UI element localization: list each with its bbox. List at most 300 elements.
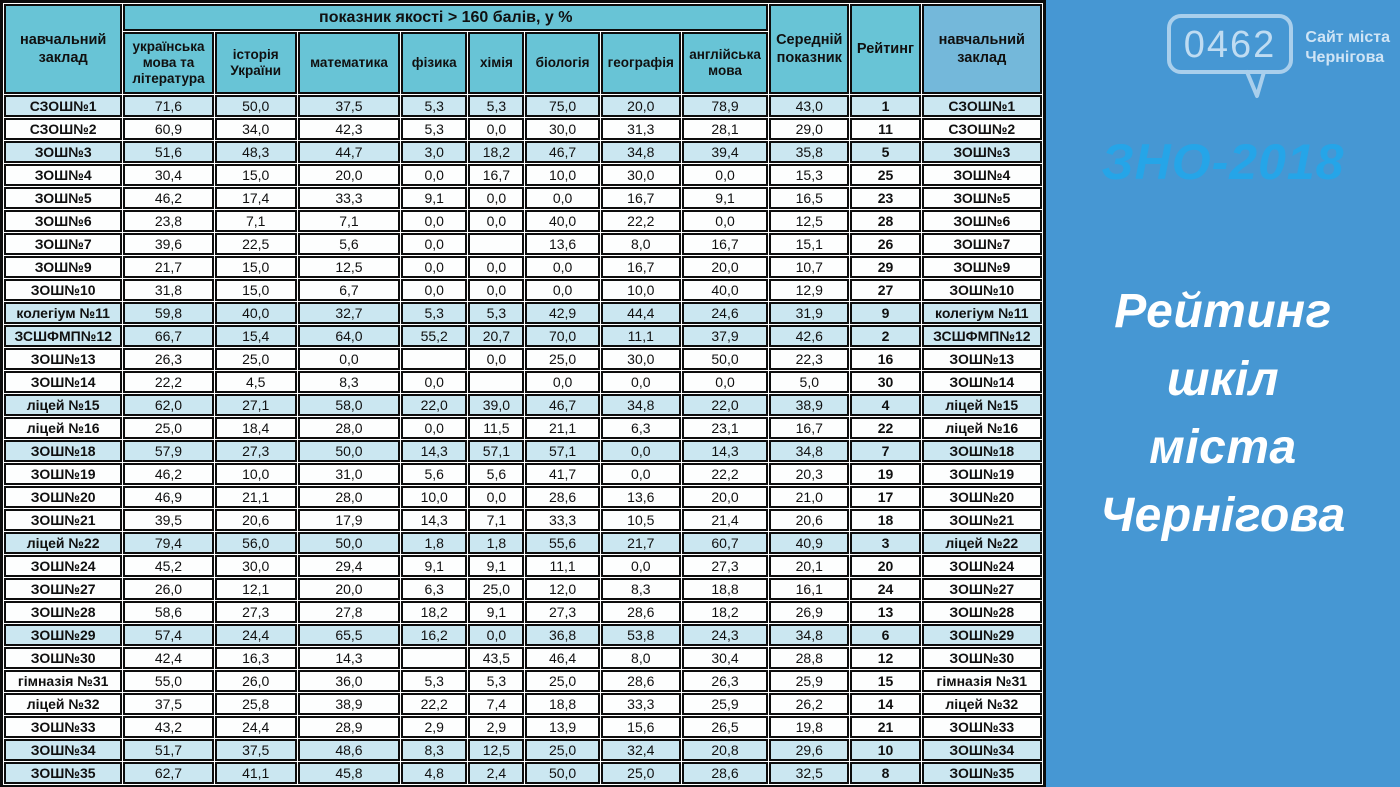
school-name-right: ліцей №16 [922,417,1042,439]
col-header-chemistry: хімія [468,32,524,94]
average-score: 5,0 [769,371,849,393]
score-history: 27,3 [215,601,297,623]
score-math: 64,0 [298,325,400,347]
score-history: 18,4 [215,417,297,439]
score-chemistry: 0,0 [468,348,524,370]
logo-caption-line2: Чернігова [1305,49,1385,66]
score-chemistry: 5,3 [468,302,524,324]
score-ukrainian: 22,2 [123,371,213,393]
score-physics: 4,8 [401,762,467,784]
score-biology: 55,6 [525,532,599,554]
score-ukrainian: 62,0 [123,394,213,416]
table-row [4,739,1042,761]
score-chemistry [468,233,524,255]
score-geography: 10,5 [601,509,681,531]
average-score: 43,0 [769,95,849,117]
rating-value: 15 [850,670,920,692]
score-chemistry: 0,0 [468,624,524,646]
score-math: 28,0 [298,486,400,508]
school-name-left: ЗОШ№7 [4,233,122,255]
score-history: 22,5 [215,233,297,255]
table-row [4,624,1042,646]
score-history: 27,1 [215,394,297,416]
score-ukrainian: 59,8 [123,302,213,324]
score-english: 18,2 [682,601,768,623]
score-history: 25,8 [215,693,297,715]
score-history: 15,0 [215,279,297,301]
school-name-right: ЗОШ№4 [922,164,1042,186]
score-chemistry: 20,7 [468,325,524,347]
average-score: 12,9 [769,279,849,301]
school-name-left: ЗОШ№14 [4,371,122,393]
score-biology: 40,0 [525,210,599,232]
table-row [4,302,1042,324]
score-history: 40,0 [215,302,297,324]
score-geography: 15,6 [601,716,681,738]
score-ukrainian: 39,5 [123,509,213,531]
rating-value: 27 [850,279,920,301]
average-score: 26,2 [769,693,849,715]
score-math: 38,9 [298,693,400,715]
score-physics: 5,3 [401,95,467,117]
average-score: 26,9 [769,601,849,623]
score-math: 65,5 [298,624,400,646]
score-ukrainian: 31,8 [123,279,213,301]
score-geography: 13,6 [601,486,681,508]
score-ukrainian: 46,2 [123,187,213,209]
rating-value: 17 [850,486,920,508]
score-biology: 75,0 [525,95,599,117]
score-geography: 0,0 [601,371,681,393]
score-geography: 53,8 [601,624,681,646]
score-physics: 5,6 [401,463,467,485]
score-history: 37,5 [215,739,297,761]
school-name-right: ЗОШ№28 [922,601,1042,623]
col-header-quality: показник якості > 160 балів, у % [123,4,768,31]
score-ukrainian: 39,6 [123,233,213,255]
score-english: 28,1 [682,118,768,140]
score-english: 40,0 [682,279,768,301]
score-physics: 9,1 [401,555,467,577]
school-name-left: ЗОШ№29 [4,624,122,646]
score-chemistry [468,371,524,393]
score-geography: 20,0 [601,95,681,117]
score-history: 15,0 [215,256,297,278]
score-english: 30,4 [682,647,768,669]
school-name-right: колегіум №11 [922,302,1042,324]
score-physics: 10,0 [401,486,467,508]
score-biology: 0,0 [525,371,599,393]
school-name-left: ліцей №22 [4,532,122,554]
score-math: 12,5 [298,256,400,278]
score-english: 0,0 [682,371,768,393]
score-history: 56,0 [215,532,297,554]
score-biology: 13,9 [525,716,599,738]
score-chemistry: 0,0 [468,486,524,508]
average-score: 28,8 [769,647,849,669]
page-title [1046,278,1400,550]
average-score: 35,8 [769,141,849,163]
school-name-left: ліцей №16 [4,417,122,439]
score-physics: 0,0 [401,210,467,232]
school-name-left: ЗОШ№27 [4,578,122,600]
school-name-left: ЗОШ№34 [4,739,122,761]
score-ukrainian: 46,9 [123,486,213,508]
score-english: 24,6 [682,302,768,324]
score-ukrainian: 57,9 [123,440,213,462]
score-history: 26,0 [215,670,297,692]
score-ukrainian: 71,6 [123,95,213,117]
score-geography: 30,0 [601,164,681,186]
score-biology: 28,6 [525,486,599,508]
score-chemistry: 0,0 [468,118,524,140]
score-math: 28,0 [298,417,400,439]
score-math: 14,3 [298,647,400,669]
score-biology: 21,1 [525,417,599,439]
score-math: 20,0 [298,578,400,600]
rating-value: 1 [850,95,920,117]
score-english: 78,9 [682,95,768,117]
score-geography: 16,7 [601,256,681,278]
rating-value: 6 [850,624,920,646]
school-name-left: ліцей №32 [4,693,122,715]
score-geography: 34,8 [601,394,681,416]
score-history: 15,4 [215,325,297,347]
score-chemistry: 25,0 [468,578,524,600]
score-history: 20,6 [215,509,297,531]
score-biology: 0,0 [525,279,599,301]
score-geography: 8,3 [601,578,681,600]
rating-value: 21 [850,716,920,738]
score-chemistry: 0,0 [468,187,524,209]
school-name-left: ЗОШ№9 [4,256,122,278]
score-chemistry: 9,1 [468,555,524,577]
table-row [4,486,1042,508]
score-geography: 0,0 [601,555,681,577]
school-name-right: ЗОШ№33 [922,716,1042,738]
average-score: 16,7 [769,417,849,439]
score-biology: 10,0 [525,164,599,186]
school-name-right: ЗОШ№24 [922,555,1042,577]
score-ukrainian: 43,2 [123,716,213,738]
score-english: 24,3 [682,624,768,646]
average-score: 15,3 [769,164,849,186]
average-score: 19,8 [769,716,849,738]
school-name-right: ЗОШ№10 [922,279,1042,301]
score-history: 41,1 [215,762,297,784]
school-name-right: ліцей №32 [922,693,1042,715]
table-row [4,509,1042,531]
average-score: 16,1 [769,578,849,600]
score-physics: 0,0 [401,371,467,393]
average-score: 22,3 [769,348,849,370]
score-physics: 6,3 [401,578,467,600]
school-name-right: ЗОШ№35 [922,762,1042,784]
school-name-right: ЗОШ№34 [922,739,1042,761]
score-ukrainian: 51,7 [123,739,213,761]
rating-value: 3 [850,532,920,554]
score-math: 8,3 [298,371,400,393]
average-score: 20,3 [769,463,849,485]
score-geography: 11,1 [601,325,681,347]
school-name-left: СЗОШ№2 [4,118,122,140]
score-geography: 25,0 [601,762,681,784]
table-row [4,141,1042,163]
school-name-right: ЗОШ№21 [922,509,1042,531]
score-geography: 34,8 [601,141,681,163]
school-name-right: ліцей №22 [922,532,1042,554]
page-title-line1: Рейтинг [1114,285,1332,338]
score-chemistry: 39,0 [468,394,524,416]
score-math: 37,5 [298,95,400,117]
score-physics [401,647,467,669]
col-header-rating: Рейтинг [850,4,920,94]
score-history: 34,0 [215,118,297,140]
table-row [4,394,1042,416]
score-math: 48,6 [298,739,400,761]
score-english: 20,0 [682,256,768,278]
school-name-left: ЗОШ№33 [4,716,122,738]
zno-watermark: ЗНО-2018 [1101,134,1345,190]
score-geography: 22,2 [601,210,681,232]
score-physics: 1,8 [401,532,467,554]
page-title-line4: Чернігова [1100,489,1346,542]
score-ukrainian: 62,7 [123,762,213,784]
score-biology: 11,1 [525,555,599,577]
score-ukrainian: 23,8 [123,210,213,232]
table-row [4,578,1042,600]
col-header-school-left: навчальний заклад [4,4,122,94]
school-name-left: ЗОШ№10 [4,279,122,301]
score-physics: 0,0 [401,279,467,301]
school-name-right: ЗОШ№19 [922,463,1042,485]
score-biology: 25,0 [525,739,599,761]
rating-value: 14 [850,693,920,715]
score-biology: 13,6 [525,233,599,255]
rating-value: 11 [850,118,920,140]
score-geography: 6,3 [601,417,681,439]
col-header-math: математика [298,32,400,94]
score-biology: 30,0 [525,118,599,140]
logo-caption [1305,28,1390,68]
score-english: 37,9 [682,325,768,347]
score-english: 18,8 [682,578,768,600]
score-english: 16,7 [682,233,768,255]
average-score: 42,6 [769,325,849,347]
table-header [4,4,1042,94]
school-name-right: ЗОШ№18 [922,440,1042,462]
table-row [4,187,1042,209]
rating-value: 28 [850,210,920,232]
score-english: 60,7 [682,532,768,554]
school-name-left: ЗОШ№6 [4,210,122,232]
score-history: 48,3 [215,141,297,163]
col-header-biology: біологія [525,32,599,94]
score-math: 0,0 [298,348,400,370]
score-chemistry: 1,8 [468,532,524,554]
school-name-right: ЗОШ№3 [922,141,1042,163]
school-name-right: ЗОШ№14 [922,371,1042,393]
score-geography: 21,7 [601,532,681,554]
score-geography: 10,0 [601,279,681,301]
score-physics: 2,9 [401,716,467,738]
school-name-left: ЗОШ№20 [4,486,122,508]
score-physics: 0,0 [401,256,467,278]
score-history: 21,1 [215,486,297,508]
rating-value: 8 [850,762,920,784]
school-name-left: ЗОШ№13 [4,348,122,370]
score-chemistry: 43,5 [468,647,524,669]
score-math: 44,7 [298,141,400,163]
school-name-right: ЗОШ№30 [922,647,1042,669]
school-name-left: СЗОШ№1 [4,95,122,117]
score-ukrainian: 60,9 [123,118,213,140]
school-name-left: ЗОШ№35 [4,762,122,784]
score-physics: 9,1 [401,187,467,209]
school-name-right: гімназія №31 [922,670,1042,692]
rating-value: 18 [850,509,920,531]
average-score: 25,9 [769,670,849,692]
col-header-school-right: навчальний заклад [922,4,1042,94]
score-biology: 0,0 [525,256,599,278]
table-row [4,716,1042,738]
score-math: 45,8 [298,762,400,784]
col-header-english: англійська мова [682,32,768,94]
score-math: 50,0 [298,532,400,554]
school-name-left: ЗОШ№3 [4,141,122,163]
score-chemistry: 16,7 [468,164,524,186]
score-physics: 0,0 [401,417,467,439]
logo-caption-line1: Сайт міста [1305,29,1390,46]
col-header-ukrainian: українська мова та література [123,32,213,94]
score-biology: 57,1 [525,440,599,462]
score-history: 30,0 [215,555,297,577]
score-chemistry: 0,0 [468,256,524,278]
rating-value: 13 [850,601,920,623]
score-math: 29,4 [298,555,400,577]
score-chemistry: 9,1 [468,601,524,623]
table-row [4,601,1042,623]
average-score: 20,6 [769,509,849,531]
school-name-right: ЗОШ№29 [922,624,1042,646]
table-row [4,118,1042,140]
score-english: 23,1 [682,417,768,439]
school-name-right: ліцей №15 [922,394,1042,416]
score-physics: 0,0 [401,233,467,255]
school-name-left: ЗОШ№21 [4,509,122,531]
score-history: 27,3 [215,440,297,462]
score-ukrainian: 79,4 [123,532,213,554]
score-english: 0,0 [682,210,768,232]
score-english: 26,5 [682,716,768,738]
score-english: 50,0 [682,348,768,370]
col-header-physics: фізика [401,32,467,94]
school-name-right: ЗОШ№7 [922,233,1042,255]
score-physics: 14,3 [401,509,467,531]
average-score: 32,5 [769,762,849,784]
score-biology: 42,9 [525,302,599,324]
score-chemistry: 5,3 [468,670,524,692]
table-row [4,233,1042,255]
score-ukrainian: 45,2 [123,555,213,577]
score-math: 6,7 [298,279,400,301]
average-score: 20,1 [769,555,849,577]
table-row [4,762,1042,784]
rating-value: 2 [850,325,920,347]
score-biology: 46,7 [525,394,599,416]
score-biology: 36,8 [525,624,599,646]
score-ukrainian: 51,6 [123,141,213,163]
score-physics: 55,2 [401,325,467,347]
score-math: 42,3 [298,118,400,140]
score-math: 28,9 [298,716,400,738]
table-row [4,670,1042,692]
score-chemistry: 2,9 [468,716,524,738]
score-english: 20,0 [682,486,768,508]
city-site-logo [1165,12,1390,100]
average-score: 21,0 [769,486,849,508]
score-ukrainian: 37,5 [123,693,213,715]
logo-number: 0462 [1184,24,1277,66]
table-row [4,371,1042,393]
score-ukrainian: 26,3 [123,348,213,370]
score-geography: 30,0 [601,348,681,370]
score-geography: 28,6 [601,601,681,623]
score-physics: 14,3 [401,440,467,462]
score-biology: 33,3 [525,509,599,531]
score-english: 22,0 [682,394,768,416]
score-geography: 44,4 [601,302,681,324]
page-title-line2: шкіл [1166,353,1280,406]
school-name-right: ЗОШ№9 [922,256,1042,278]
average-score: 16,5 [769,187,849,209]
score-biology: 46,7 [525,141,599,163]
table-row [4,440,1042,462]
score-math: 31,0 [298,463,400,485]
score-physics: 5,3 [401,118,467,140]
score-history: 16,3 [215,647,297,669]
score-physics: 18,2 [401,601,467,623]
table-row [4,164,1042,186]
page-title-line3: міста [1149,421,1297,474]
score-ukrainian: 30,4 [123,164,213,186]
ratings-table [3,3,1043,785]
score-math: 32,7 [298,302,400,324]
score-physics: 8,3 [401,739,467,761]
rating-value: 4 [850,394,920,416]
table-row [4,279,1042,301]
school-name-left: ЗОШ№19 [4,463,122,485]
score-history: 15,0 [215,164,297,186]
score-physics: 3,0 [401,141,467,163]
score-history: 7,1 [215,210,297,232]
score-math: 36,0 [298,670,400,692]
score-physics: 22,0 [401,394,467,416]
school-name-left: колегіум №11 [4,302,122,324]
rating-value: 10 [850,739,920,761]
average-score: 10,7 [769,256,849,278]
col-header-average: Середній показник [769,4,849,94]
school-name-left: гімназія №31 [4,670,122,692]
score-ukrainian: 57,4 [123,624,213,646]
table-row [4,463,1042,485]
score-chemistry: 7,1 [468,509,524,531]
school-name-left: ліцей №15 [4,394,122,416]
score-biology: 0,0 [525,187,599,209]
score-physics: 22,2 [401,693,467,715]
school-name-right: ЗСШФМП№12 [922,325,1042,347]
score-history: 50,0 [215,95,297,117]
